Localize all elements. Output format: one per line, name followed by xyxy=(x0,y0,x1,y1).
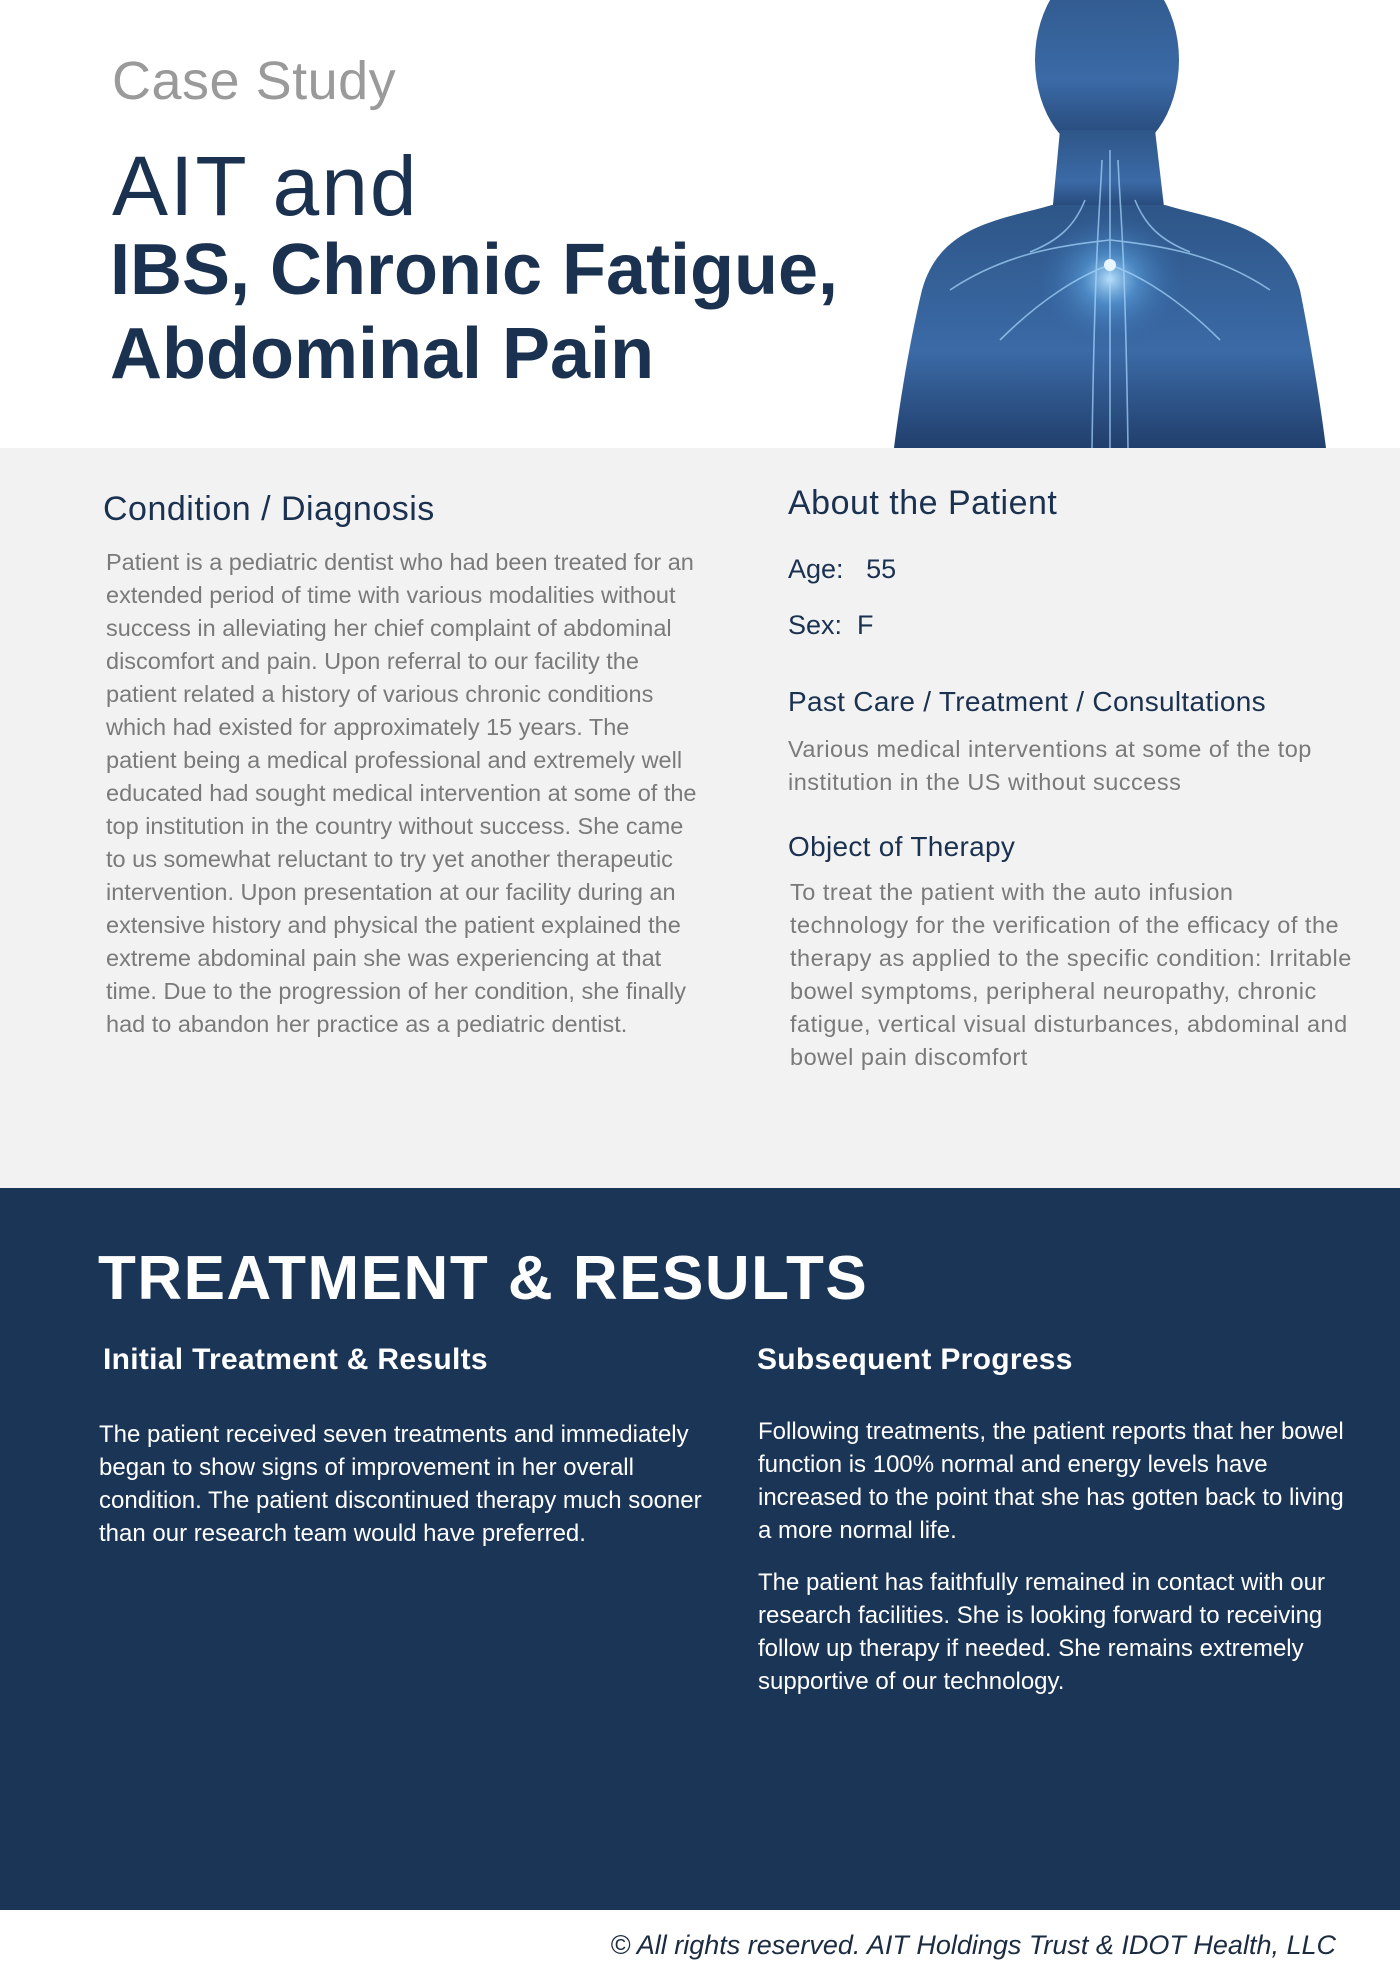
initial-treatment-heading: Initial Treatment & Results xyxy=(103,1343,488,1376)
title-line-2: IBS, Chronic Fatigue, xyxy=(110,230,839,310)
header-section xyxy=(0,0,1400,448)
condition-heading: Condition / Diagnosis xyxy=(103,490,435,528)
about-patient-heading: About the Patient xyxy=(788,484,1058,522)
results-heading: TREATMENT & RESULTS xyxy=(98,1244,869,1313)
age-field xyxy=(788,554,896,585)
title-main xyxy=(110,228,930,396)
copyright-footer: © All rights reserved. AIT Holdings Trust & IDOT Health, LLC xyxy=(610,1930,1336,1960)
human-body-illustration xyxy=(880,0,1340,448)
sex-value: F xyxy=(857,610,874,640)
age-value: 55 xyxy=(866,554,897,584)
title-line-1: AIT and xyxy=(112,139,419,233)
title-line-3: Abdominal Pain xyxy=(110,314,655,394)
subsequent-paragraph-2: The patient has faithfully remained in contact with our research facilities. She is looking forward to receiving follow up therapy if needed. She remains extremely supportive of our technology. xyxy=(758,1569,1325,1695)
subsequent-progress-body xyxy=(758,1415,1348,1717)
initial-treatment-paragraph: The patient received seven treatments and immediately began to show signs of improvement in her overall condition. The patient discontinued therapy much sooner than our research team would have preferred. xyxy=(99,1421,702,1547)
age-label: Age: xyxy=(788,554,844,584)
object-of-therapy-body: To treat the patient with the auto infusion technology for the verification of the efficacy of the therapy as applied to the specific condition: Irritable bowel symptoms, peripheral neuropathy, chronic fatigue, vertical visual disturbances, abdominal and bowel pain discomfort xyxy=(790,879,1352,1070)
condition-body: Patient is a pediatric dentist who had been treated for an extended period of time with various modalities without success in alleviating her chief complaint of abdominal discomfort and pain. Upon referral to our facility the patient related a history of various chronic conditions which had existed for approximately 15 years. The patient being a medical professional and extremely well educated had sought medical intervention at some of the top institution in the country without success. She came to us somewhat reluctant to try yet another therapeutic intervention. Upon presentation at our facility during an extensive history and physical the patient explained the extreme abdominal pain she was experiencing at that time. Due to the progression of her condition, she finally had to abandon her practice as a pediatric dentist. xyxy=(106,549,697,1037)
object-of-therapy-heading: Object of Therapy xyxy=(788,831,1016,862)
sex-label: Sex: xyxy=(788,610,843,640)
past-care-heading: Past Care / Treatment / Consultations xyxy=(788,686,1266,717)
sex-field xyxy=(788,610,874,641)
eyebrow-label: Case Study xyxy=(112,51,397,111)
subsequent-paragraph-1: Following treatments, the patient reports that her bowel function is 100% normal and energy levels have increased to the point that she has gotten back to living a more normal life. xyxy=(758,1418,1344,1544)
subsequent-progress-heading: Subsequent Progress xyxy=(757,1343,1073,1376)
initial-treatment-body xyxy=(99,1418,709,1569)
past-care-body: Various medical interventions at some of the top institution in the US without success xyxy=(788,736,1312,795)
